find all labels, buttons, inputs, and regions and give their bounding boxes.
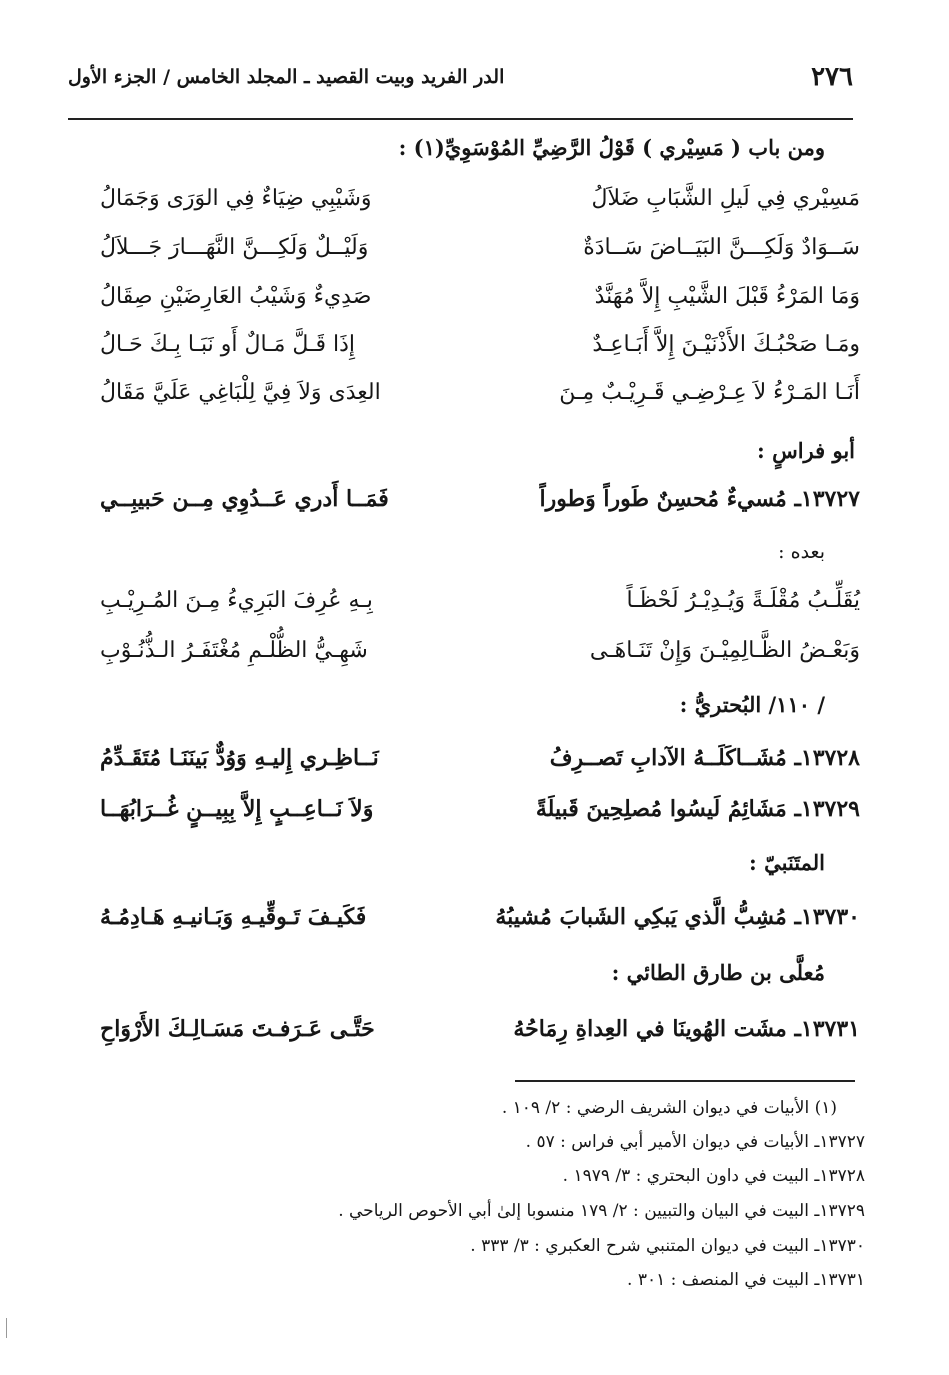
hemistich-second: فَكَيـفَ تَـوقِّيـهِ وَبَـانيـهِ هَـادِمُـهُ	[100, 904, 367, 930]
footnote-rule	[515, 1080, 855, 1082]
hemistich-second: بِـهِ عُرِفَ البَرِيءُ مِـنَ المُـرِيْـبِ	[100, 588, 373, 613]
hemistich-first: ١٣٧٢٩ـ مَشَائِمُ لَيسُوا مُصلِحِينَ قَبيلَةً	[535, 796, 860, 822]
poet-name: مُعلَّى بن طارق الطائي :	[611, 960, 825, 985]
poet-name: المتَنَبيّ :	[749, 850, 825, 875]
hemistich-second: نَــاظِـري إِليـهِ وَوُدٌّ بَينَنَـا مُتَقَـدِّمُ	[100, 745, 379, 771]
scan-margin-mark	[6, 1318, 7, 1338]
hemistich-first: وَمَا المَرْءُ قَبْلَ الشَّيْبِ إِلاَّ مُهَنَّدٌ	[594, 284, 860, 309]
verse	[70, 284, 860, 330]
footnote: (١) الأبيات في ديوان الشريف الرضي : ٢/ ١٠٩ .	[501, 1098, 837, 1118]
verse-numbered	[70, 1016, 860, 1062]
hemistich-second: إِذَا قَـلَّ مَـالٌ أَو نَبَـا بِـكَ حَـالُ	[100, 332, 356, 357]
page-number: ٢٧٦	[811, 62, 853, 92]
hemistich-second: فَمَــا أَدري عَــدُوِي مِــن حَبيبِــي	[100, 486, 389, 512]
verse-numbered	[70, 745, 860, 791]
verse-numbered	[70, 486, 860, 532]
hemistich-second: وَشَيْبِي ضِيَاءٌ فِي الوَرَى وَجَمَالُ	[100, 186, 372, 211]
footnote: ١٣٧٢٧ـ الأبيات في ديوان الأمير أبي فراس : ٥٧ .	[525, 1132, 865, 1152]
verse	[70, 638, 860, 684]
hemistich-first: وَبَعْـضُ الظَّـالِمِيْـنَ وَإِنْ تَنَـاهَـى	[589, 638, 860, 663]
verse	[70, 380, 860, 426]
running-title: الدر الفريد وبيت القصيد ـ المجلد الخامس / الجزء الأول	[68, 66, 505, 88]
section-intro: ومن باب ( مَسِيْري ) قَوْلُ الرَّضِيِّ المُوْسَوِيِّ(١) :	[398, 135, 825, 160]
verse-numbered	[70, 796, 860, 842]
hemistich-first: ١٣٧٢٨ـ مُشَــاكَلَــهُ الآدابِ تَصــرِفُ	[549, 745, 860, 771]
verse-numbered	[70, 904, 860, 950]
hemistich-first: ١٣٧٣٠ـ مُشِبُّ الَّذي يَبكِي الشَبابَ مُشيبُهُ	[495, 904, 860, 930]
hemistich-first: ومَـا صَحْبُـكَ الأَذْنَيْـنَ إِلاَّ أَبَـاعِـدٌ	[592, 332, 860, 357]
footnote: ١٣٧٣٠ـ البيت في ديوان المتنبي شرح العكبري : ٣/ ٣٣٣ .	[470, 1236, 865, 1256]
hemistich-first: سَــوَادٌ وَلَكِـــنَّ البَيَــاضَ سَــادَةٌ	[583, 235, 860, 260]
hemistich-first: ١٣٧٣١ـ مشَت الهُوينَا في العِداةِ رِمَاحُهُ	[513, 1016, 860, 1042]
verse	[70, 332, 860, 378]
continuation-note: بعده :	[778, 541, 825, 563]
verse	[70, 588, 860, 634]
verse	[70, 235, 860, 281]
footnote: ١٣٧٢٩ـ البيت في البيان والتبيين : ٢/ ١٧٩ منسوبا إلىٰ أبي الأحوص الرياحي .	[338, 1201, 865, 1221]
hemistich-second: وَلَيْــلٌ وَلَكِـــنَّ النَّهَـــارَ جَـــلاَلُ	[100, 235, 369, 260]
footnote: ١٣٧٣١ـ البيت في المنصف : ٣٠١ .	[627, 1270, 865, 1290]
hemistich-second: حَتَّـى عَـرَفـتَ مَسَـالِـكَ الأَرْوَاحِ	[100, 1016, 375, 1042]
header-rule	[68, 118, 853, 120]
footnote: ١٣٧٢٨ـ البيت في داون البحتري : ٣/ ١٩٧٩ .	[562, 1166, 865, 1186]
poet-name: أبو فراسٍ :	[757, 438, 855, 463]
hemistich-second: وَلاَ نَــاعِــبٍ إِلاَّ بِبِيــنٍ غُــرَابُهَــا	[100, 796, 374, 822]
hemistich-first: أَنَـا المَـرْءُ لاَ عِـرْضِـي قَـرِيْـبٌ مِـنَ	[559, 380, 860, 405]
hemistich-first: ١٣٧٢٧ـ مُسيءٌ مُحسِنٌ طَوراً وَطوراً	[539, 486, 860, 512]
hemistich-second: العِدَى وَلاَ فِيَّ لِلْبَاغِي عَلَيَّ مَقَالُ	[100, 380, 381, 405]
hemistich-second: شَهِـيُّ الظُّلْـمِ مُغْتَفَـرُ الـذُّنُـوْبِ	[100, 638, 368, 663]
hemistich-first: يُقَلِّـبُ مُقْلَـةً وَيُـدِيْـرُ لَحْظَـاً	[626, 588, 860, 613]
poet-name: / ١١٠/ البُحتريُّ :	[679, 692, 825, 717]
hemistich-second: صَدِيءٌ وَشَيْبُ العَارِضَيْنِ صِقَالُ	[100, 284, 372, 309]
hemistich-first: مَسِيْري فِي لَيلِ الشَّبَابِ ضَلاَلُ	[591, 186, 860, 211]
page-header	[68, 62, 853, 100]
verse	[70, 186, 860, 232]
